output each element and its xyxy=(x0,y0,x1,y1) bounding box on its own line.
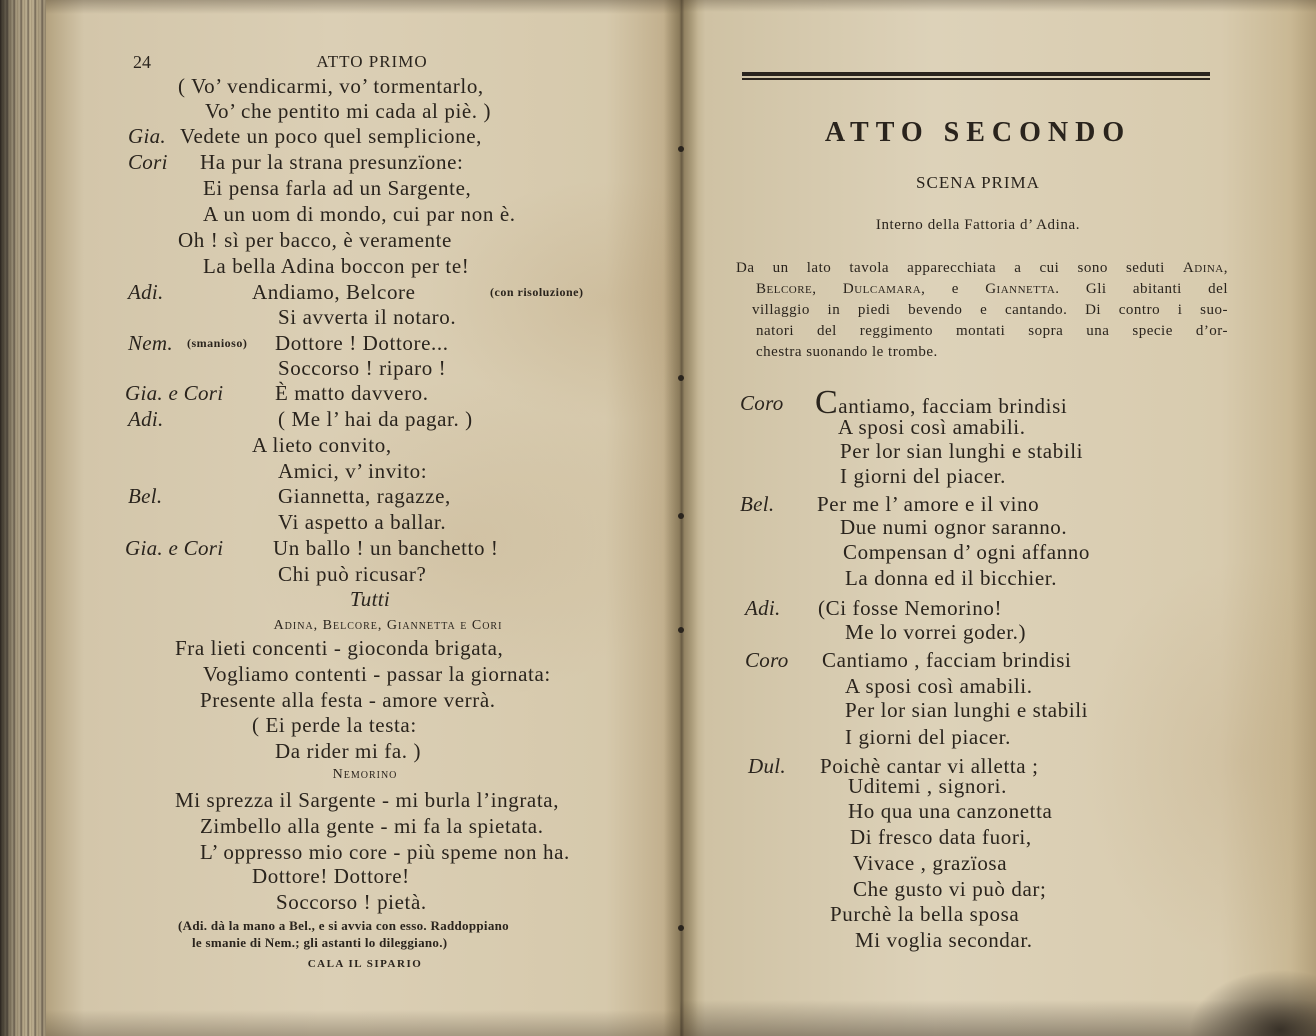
scene-title: SCENA PRIMA xyxy=(916,173,1040,192)
scene-setting: Interno della Fattoria d’ Adina. xyxy=(875,217,1081,233)
character-name: Belcore xyxy=(756,281,813,297)
act-title: ATTO SECONDO xyxy=(824,117,1132,148)
binding-stitch xyxy=(678,513,684,519)
header-rule xyxy=(742,72,1210,80)
right-page xyxy=(680,0,1316,1036)
verse-line: Purchè la bella sposa xyxy=(830,902,1020,926)
verse-line: Cantiamo , facciam brindisi xyxy=(822,648,1072,672)
verse-line: Vivace , grazïosa xyxy=(853,851,1008,875)
scene-description-line xyxy=(736,258,1228,278)
speaker-label: Dul. xyxy=(748,754,786,778)
binding-stitch xyxy=(678,146,684,152)
verse-line: Due numi ognor saranno. xyxy=(840,515,1068,539)
description-text: Da un lato tavola apparecchiata a cui sono seduti xyxy=(736,260,1183,276)
verse-line: A sposi così amabili. xyxy=(845,674,1033,698)
description-text: . Gli abitanti del xyxy=(1055,281,1228,297)
speaker-label: Bel. xyxy=(128,484,163,508)
speaker-label: Coro xyxy=(745,648,789,672)
character-name: Dulcamara xyxy=(842,281,922,297)
verse-line: Oh ! sì per bacco, è veramente xyxy=(178,228,452,252)
speaker-label: Cori xyxy=(128,150,168,174)
description-text: chestra suonando le trombe. xyxy=(756,344,938,360)
scene-description-line xyxy=(756,321,1228,341)
verse-line: L’ oppresso mio core - più speme non ha. xyxy=(200,840,570,864)
verse-line: Vo’ che pentito mi cada al piè. ) xyxy=(205,99,492,123)
stage-direction: le smanie di Nem.; gli astanti lo dileggiano.) xyxy=(192,935,448,950)
verse-line: Fra lieti concenti - gioconda brigata, xyxy=(175,636,504,660)
verse-line: Ha pur la strana presunzïone: xyxy=(200,150,464,174)
verse-line: Uditemi , signori. xyxy=(848,774,1007,798)
verse-line: Ei pensa farla ad un Sargente, xyxy=(203,176,472,200)
verse-line: Mi voglia secondar. xyxy=(855,928,1033,952)
verse-line: Che gusto vi può dar; xyxy=(853,877,1047,901)
verse-line: Vedete un poco quel semplicione, xyxy=(180,124,483,148)
verse-line: Cantiamo, facciam brindisi xyxy=(815,384,1068,421)
verse-line: La donna ed il bicchier. xyxy=(845,566,1058,590)
verse-line: (Ci fosse Nemorino! xyxy=(818,596,1003,620)
verse-line: Me lo vorrei goder.) xyxy=(845,620,1027,644)
verse-line: ( Me l’ hai da pagar. ) xyxy=(278,407,473,431)
speaker-label: Adi. xyxy=(128,280,164,304)
scene-description-line xyxy=(756,279,1228,299)
verse-line: A lieto convito, xyxy=(252,433,392,457)
description-text: villaggio in piedi bevendo e cantando. Di contro i suo- xyxy=(752,302,1228,318)
curtain-falls: CALA IL SIPARIO xyxy=(307,958,423,970)
left-page xyxy=(46,0,682,1036)
description-text: , e xyxy=(921,281,986,297)
verse-line: Chi può ricusar? xyxy=(278,562,427,586)
verse-line: ( Ei perde la testa: xyxy=(252,713,417,737)
verse-line: Vogliamo contenti - passar la giornata: xyxy=(203,662,551,686)
stage-direction: (smanioso) xyxy=(187,336,248,350)
binding-stitch xyxy=(678,375,684,381)
verse-line: Presente alla festa - amore verrà. xyxy=(200,688,496,712)
character-list: Adina, Belcore, Giannetta e Cori xyxy=(273,618,503,633)
speaker-label: Gia. xyxy=(128,124,166,148)
nemorino-heading: Nemorino xyxy=(332,767,398,782)
verse-line: Di fresco data fuori, xyxy=(850,825,1032,849)
verse-line: Poichè cantar vi alletta ; xyxy=(820,754,1039,778)
speaker-label: Gia. e Cori xyxy=(125,536,224,560)
stage-direction: (con risoluzione) xyxy=(490,285,584,299)
verse-line: Mi sprezza il Sargente - mi burla l’ingrata, xyxy=(175,788,560,812)
running-head: ATTO PRIMO xyxy=(316,52,428,71)
verse-line: Andiamo, Belcore xyxy=(252,280,416,304)
verse-line: ( Vo’ vendicarmi, vo’ tormentarlo, xyxy=(178,74,484,98)
description-text: , xyxy=(812,281,843,297)
stage-direction: (Adi. dà la mano a Bel., e si avvia con esso. Raddoppiano xyxy=(178,918,509,933)
speaker-label: Nem. xyxy=(128,331,173,355)
binding-stitch xyxy=(678,627,684,633)
verse-line: Soccorso ! pietà. xyxy=(276,890,427,914)
verse-line: Ho qua una canzonetta xyxy=(848,799,1053,823)
verse-line: Un ballo ! un banchetto ! xyxy=(273,536,499,560)
scene-description-line xyxy=(756,342,1228,362)
verse-line: Soccorso ! riparo ! xyxy=(278,356,447,380)
page-edges xyxy=(0,0,52,1036)
tutti-heading: Tutti xyxy=(349,587,391,611)
verse-line: Dottore ! Dottore... xyxy=(275,331,449,355)
scene-description-line xyxy=(752,300,1228,320)
verse-line: La bella Adina boccon per te! xyxy=(203,254,470,278)
verse-line: Amici, v’ invito: xyxy=(278,459,428,483)
binding-stitch xyxy=(678,925,684,931)
verse-line: I giorni del piacer. xyxy=(845,725,1011,749)
speaker-label: Adi. xyxy=(745,596,781,620)
verse-line: È matto davvero. xyxy=(275,381,429,405)
verse-line: Da rider mi fa. ) xyxy=(275,739,422,763)
verse-line: Compensan d’ ogni affanno xyxy=(843,540,1090,564)
page-number: 24 xyxy=(133,52,151,72)
description-text: natori del reggimento montati sopra una specie d’or- xyxy=(756,323,1228,339)
speaker-label: Coro xyxy=(740,391,784,415)
verse-line: Vi aspetto a ballar. xyxy=(278,510,447,534)
verse-line: Si avverta il notaro. xyxy=(278,305,457,329)
verse-line: Per lor sian lunghi e stabili xyxy=(840,439,1084,463)
verse-line: Per lor sian lunghi e stabili xyxy=(845,698,1089,722)
verse-line: Zimbello alla gente - mi fa la spietata. xyxy=(200,814,544,838)
verse-line: Dottore! Dottore! xyxy=(252,864,410,888)
verse-line: Per me l’ amore e il vino xyxy=(817,492,1040,516)
speaker-label: Gia. e Cori xyxy=(125,381,224,405)
verse-line: I giorni del piacer. xyxy=(840,464,1006,488)
verse-line: A un uom di mondo, cui par non è. xyxy=(203,202,516,226)
verse-line: A sposi così amabili. xyxy=(838,415,1026,439)
description-text: , xyxy=(1223,260,1228,276)
character-name: Adina xyxy=(1182,260,1224,276)
speaker-label: Bel. xyxy=(740,492,775,516)
character-name: Giannetta xyxy=(985,281,1056,297)
verse-line: Giannetta, ragazze, xyxy=(278,484,451,508)
speaker-label: Adi. xyxy=(128,407,164,431)
